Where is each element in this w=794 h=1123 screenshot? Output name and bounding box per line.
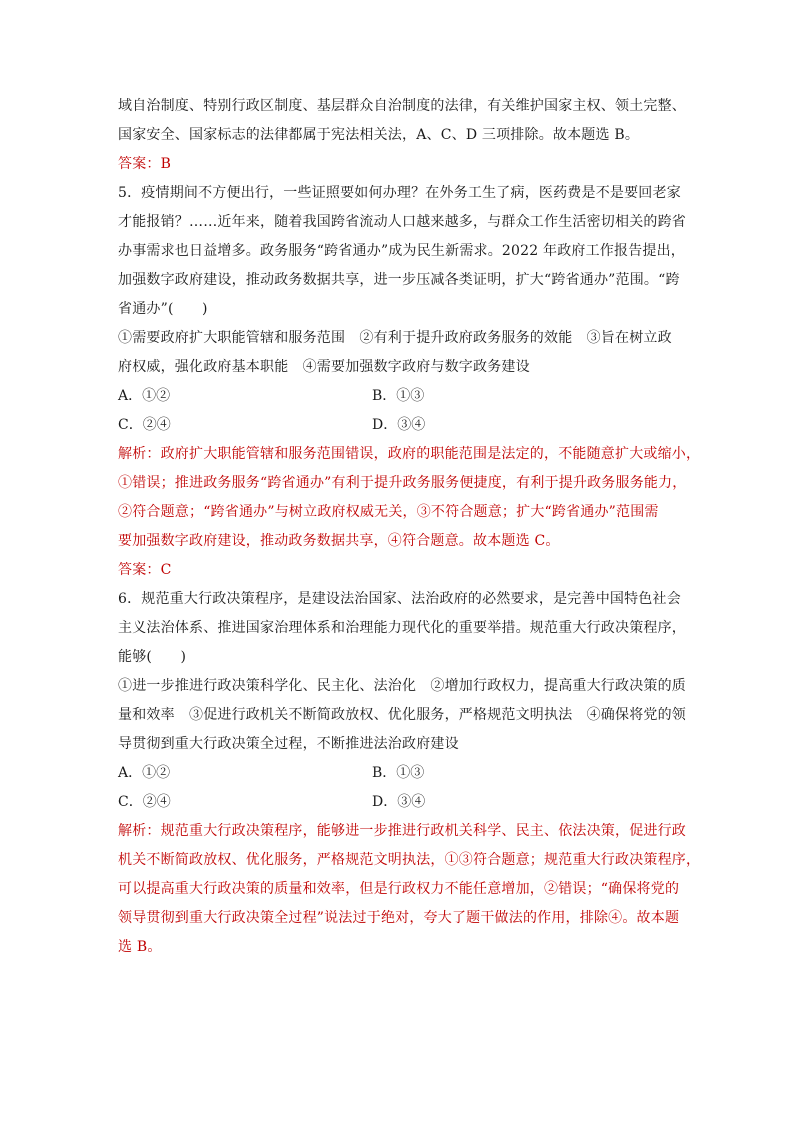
q5-explain-line: ②符合题意；“跨省通办”与树立政府权威无关，③不符合题意；扩大“跨省通办”范围需 — [118, 504, 659, 520]
q5-options-row — [118, 382, 684, 411]
q5-options-row — [118, 411, 684, 440]
q6-options-row — [118, 788, 684, 817]
q4-explain-line: 域自治制度、特别行政区制度、基层群众自治制度的法律，有关维护国家主权、领土完整、 — [118, 98, 686, 114]
q5-explain-line: ①错误；推进政务服务“跨省通办”有利于提升政务服务便捷度，有利于提升政务服务能力， — [118, 475, 687, 491]
q5-stem-line: 加强数字政府建设，推动政务数据共享，进一步压减各类证明，扩大“跨省通办”范围。“跨 — [118, 272, 680, 288]
q5-stem-line: 才能报销？……近年来，随着我国跨省流动人口越来越多，与群众工作生活密切相关的跨省 — [118, 214, 686, 230]
q6-explain-line: 领导贯彻到重大行政决策全过程”说法过于绝对，夸大了题干做法的作用，排除④。故本题 — [118, 910, 680, 926]
q5-option-d: D．③④ — [372, 417, 426, 433]
q5-stem-line: 办事需求也日益增多。政务服务“跨省通办”成为民生新需求。2022 年政府工作报告提出， — [118, 243, 685, 259]
q6-option-c: C．②④ — [118, 794, 171, 810]
q6-statement-line: 导贯彻到重大行政决策全过程，不断推进法治政府建设 — [118, 736, 459, 752]
q5-option-b: B．①③ — [372, 388, 425, 404]
q6-explain-line: 选 B。 — [118, 939, 162, 955]
q6-stem-line: 主义法治体系、推进国家治理体系和治理能力现代化的重要举措。规范重大行政决策程序， — [118, 620, 686, 636]
q5-option-c: C．②④ — [118, 417, 171, 433]
q6-explain-line: 机关不断简政放权、优化服务，严格规范文明执法，①③符合题意；规范重大行政决策程序， — [118, 852, 701, 868]
q6-stem-line: 6．规范重大行政决策程序，是建设法治国家、法治政府的必然要求，是完善中国特色社会 — [118, 591, 681, 607]
q5-stem-line: 5．疫情期间不方便出行，一些证照要如何办理？在外务工生了病，医药费是不是要回老家 — [118, 185, 681, 201]
q5-statement-line: ①需要政府扩大职能管辖和服务范围 ②有利于提升政府政务服务的效能 ③旨在树立政 — [118, 330, 672, 346]
q6-statement-line: 量和效率 ③促进行政机关不断简政放权、优化服务，严格规范文明执法 ④确保将党的领 — [118, 707, 686, 723]
q5-stem-line: 省通办”( ) — [118, 301, 208, 317]
q5-answer: 答案：C — [118, 562, 172, 578]
q6-explain-line: 解析：规范重大行政决策程序，能够进一步推进行政机关科学、民主、依法决策，促进行政 — [118, 823, 686, 839]
q4-explain-line: 国家安全、国家标志的法律都属于宪法相关法，A、C、D 三项排除。故本题选 B。 — [118, 127, 640, 143]
document-page — [118, 92, 701, 962]
q6-option-b: B．①③ — [372, 765, 425, 781]
q6-stem-line: 能够( ) — [118, 649, 187, 665]
q5-option-a: A．①② — [118, 388, 171, 404]
q5-statement-line: 府权威，强化政府基本职能 ④需要加强数字政府与数字政务建设 — [118, 359, 530, 375]
q5-explain-line: 要加强数字政府建设，推动政务数据共享，④符合题意。故本题选 C。 — [118, 533, 560, 549]
q6-option-a: A．①② — [118, 765, 171, 781]
q6-options-row — [118, 759, 684, 788]
q5-explain-line: 解析：政府扩大职能管辖和服务范围错误，政府的职能范围是法定的，不能随意扩大或缩小， — [118, 446, 701, 462]
q4-answer: 答案：B — [118, 156, 172, 172]
q6-option-d: D．③④ — [372, 794, 426, 810]
q6-statement-line: ①进一步推进行政决策科学化、民主化、法治化 ②增加行政权力，提高重大行政决策的质 — [118, 678, 686, 694]
q6-explain-line: 可以提高重大行政决策的质量和效率，但是行政权力不能任意增加，②错误；“确保将党的 — [118, 881, 680, 897]
